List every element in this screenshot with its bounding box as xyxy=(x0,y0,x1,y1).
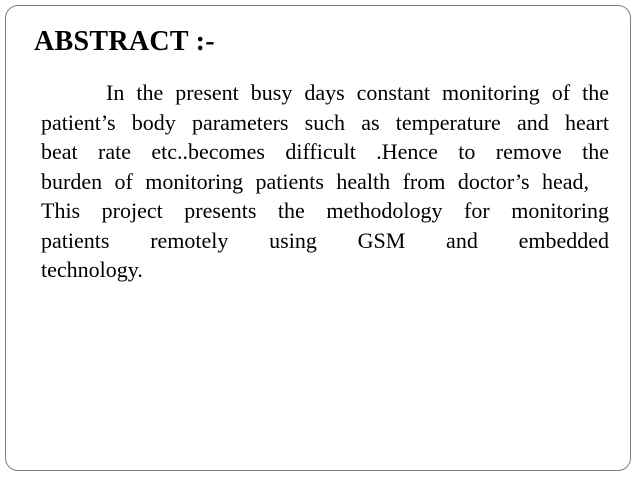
abstract-paragraph xyxy=(41,78,609,285)
slide-title: ABSTRACT :- xyxy=(34,26,215,57)
abstract-line: In the present busy days constant monitoring of the xyxy=(106,80,609,105)
abstract-line: beat rate etc..becomes difficult .Hence to remove the xyxy=(41,139,609,164)
abstract-line: technology. xyxy=(41,257,143,282)
abstract-line: patient’s body parameters such as temperature and heart xyxy=(41,109,609,135)
abstract-line: patients remotely using GSM and embedded xyxy=(41,227,609,253)
abstract-line: burden of monitoring patients health from doctor’s head, xyxy=(41,168,589,194)
abstract-line: This project presents the methodology for monitoring xyxy=(41,198,609,223)
